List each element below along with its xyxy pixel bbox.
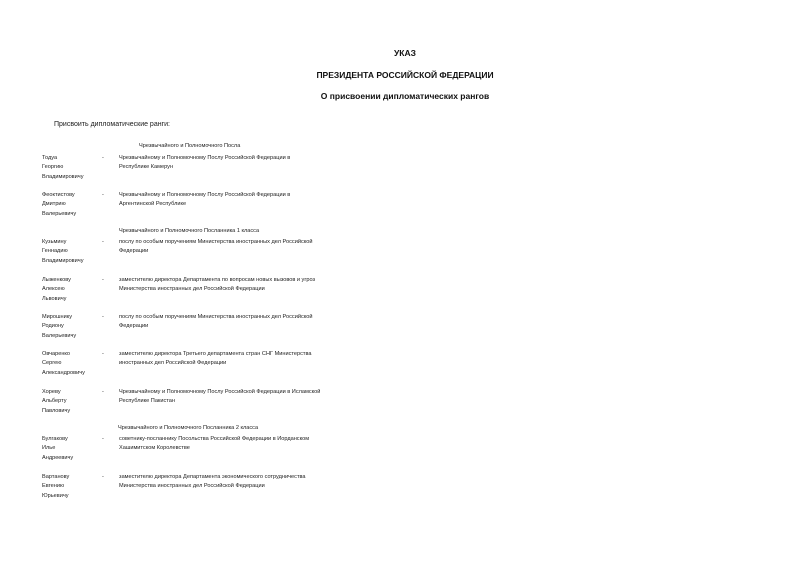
entry-todua — [42, 154, 372, 186]
dash-separator: - — [102, 474, 104, 480]
decree-subject: О присвоении дипломатических рангов — [320, 91, 490, 101]
person-name: Кузьмину Геннадию Владимировичу — [42, 239, 84, 264]
dash-separator: - — [102, 239, 104, 245]
position-text: заместителю директора Департамента экономического сотрудничества Министерства иностранных дел Российской Федерации — [119, 474, 306, 490]
position-text: Чрезвычайному и Полномочному Послу Российской Федерации в Республике Камерун — [119, 155, 291, 171]
intro-text: Присвоить дипломатические ранги: — [54, 121, 170, 128]
person-name: Хореву Альберту Павловичу — [42, 389, 71, 414]
entry-vartanov — [42, 473, 372, 505]
decree-issuer: ПРЕЗИДЕНТА РОССИЙСКОЙ ФЕДЕРАЦИИ — [316, 70, 494, 80]
entry-miroshnik — [42, 313, 372, 345]
dash-separator: - — [102, 389, 104, 395]
dash-separator: - — [102, 314, 104, 320]
person-name: Мирошнику Родиону Валерьевичу — [42, 314, 77, 339]
entry-kuzmin — [42, 238, 372, 270]
entry-khorev — [42, 388, 372, 420]
position-text: Чрезвычайному и Полномочному Послу Российской Федерации в Аргентинской Республике — [119, 192, 291, 208]
rank-heading-ambassador: Чрезвычайного и Полномочного Посла — [139, 143, 241, 149]
position-text: заместителю директора Департамента по вопросам новых вызовов и угроз Министерства иностранных дел Российской Федерации — [119, 277, 316, 293]
dash-separator: - — [102, 351, 104, 357]
position-text: Чрезвычайному и Полномочному Послу Российской Федерации в Исламской Республике Пакистан — [119, 389, 321, 405]
person-name: Овчаренко Сергею Александровичу — [42, 351, 85, 376]
position-text: заместителю директора Третьего департамента стран СНГ Министерства иностранных дел Российской Федерации — [119, 351, 312, 367]
entry-ovcharenko — [42, 350, 372, 382]
position-text: послу по особым поручениям Министерства иностранных дел Российской Федерации — [119, 314, 313, 330]
dash-separator: - — [102, 436, 104, 442]
person-name: Феоктистову Дмитрию Валерьевичу — [42, 192, 77, 217]
entry-feoktistov — [42, 191, 372, 223]
person-name: Тодуа Георгию Владимировичу — [42, 155, 84, 180]
person-name: Лыженкову Алексею Львовичу — [42, 277, 71, 302]
decree-title: УКАЗ — [394, 48, 416, 58]
position-text: послу по особым поручениям Министерства иностранных дел Российской Федерации — [119, 239, 313, 255]
position-text: советнику-посланнику Посольства Российской Федерации в Иорданском Хашимитском Королевстве — [119, 436, 310, 452]
entry-bulgakov — [42, 435, 372, 467]
person-name: Вартанову Евгению Юрьевичу — [42, 474, 70, 499]
rank-heading-envoy-2: Чрезвычайного и Полномочного Посланника 2 класса — [118, 425, 259, 431]
entry-lyzhenkov — [42, 276, 372, 308]
rank-heading-envoy-1: Чрезвычайного и Полномочного Посланника 1 класса — [119, 228, 260, 234]
dash-separator: - — [102, 155, 104, 161]
person-name: Булгакову Илье Андреевичу — [42, 436, 74, 461]
dash-separator: - — [102, 277, 104, 283]
dash-separator: - — [102, 192, 104, 198]
